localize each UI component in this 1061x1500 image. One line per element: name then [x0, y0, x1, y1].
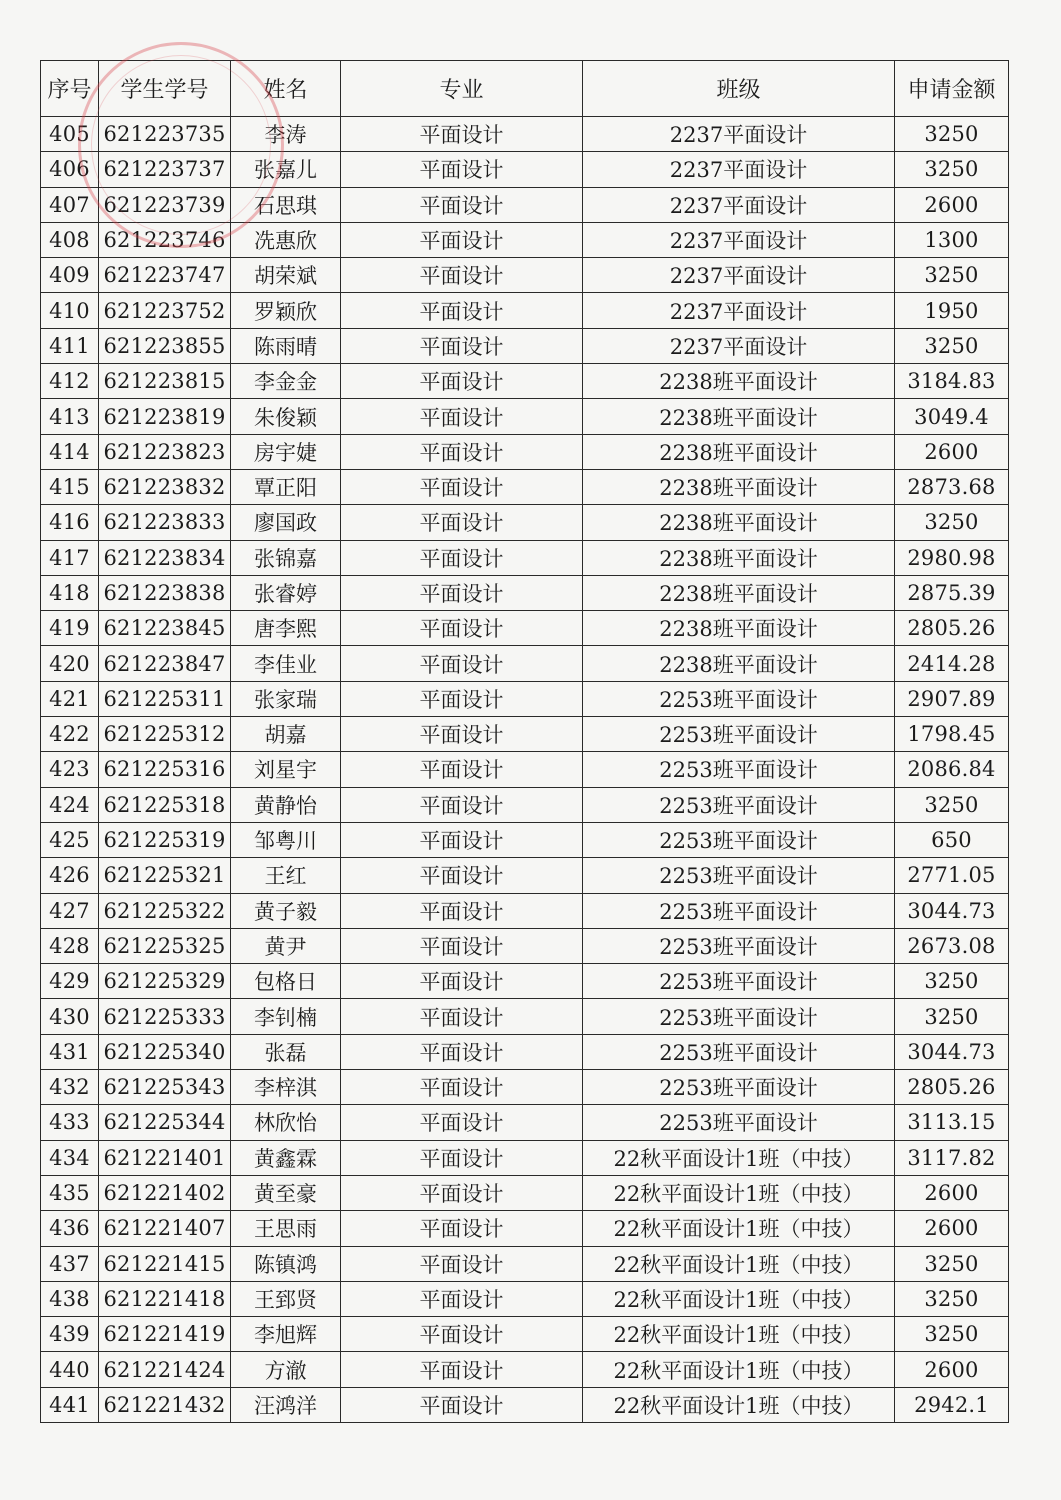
header-name: 姓名 [231, 61, 341, 117]
cell-amount: 3250 [895, 999, 1009, 1034]
cell-name: 黄鑫霖 [231, 1140, 341, 1175]
cell-amount: 3184.83 [895, 364, 1009, 399]
cell-major: 平面设计 [341, 1175, 583, 1210]
cell-name: 朱俊颖 [231, 399, 341, 434]
cell-index: 434 [41, 1140, 99, 1175]
cell-major: 平面设计 [341, 646, 583, 681]
cell-amount: 3250 [895, 787, 1009, 822]
table-row [41, 222, 1009, 257]
table-row [41, 1175, 1009, 1210]
cell-index: 428 [41, 928, 99, 963]
cell-major: 平面设计 [341, 1070, 583, 1105]
cell-index: 436 [41, 1211, 99, 1246]
cell-major: 平面设计 [341, 1034, 583, 1069]
cell-student-id: 621225319 [99, 822, 231, 857]
cell-name: 王郅贤 [231, 1281, 341, 1316]
cell-name: 陈镇鸿 [231, 1246, 341, 1281]
table-row [41, 1105, 1009, 1140]
header-major: 专业 [341, 61, 583, 117]
cell-major: 平面设计 [341, 1140, 583, 1175]
cell-major: 平面设计 [341, 717, 583, 752]
cell-index: 425 [41, 822, 99, 857]
table-body [41, 117, 1009, 1423]
cell-major: 平面设计 [341, 611, 583, 646]
cell-name: 包格日 [231, 964, 341, 999]
cell-class: 22秋平面设计1班（中技） [583, 1352, 895, 1387]
cell-name: 李梓淇 [231, 1070, 341, 1105]
cell-student-id: 621223838 [99, 575, 231, 610]
cell-major: 平面设计 [341, 893, 583, 928]
table-row [41, 1246, 1009, 1281]
cell-class: 2253班平面设计 [583, 1070, 895, 1105]
cell-major: 平面设计 [341, 152, 583, 187]
cell-student-id: 621223739 [99, 187, 231, 222]
cell-student-id: 621223752 [99, 293, 231, 328]
cell-student-id: 621225321 [99, 858, 231, 893]
table-row [41, 893, 1009, 928]
cell-amount: 2907.89 [895, 681, 1009, 716]
cell-name: 张锦嘉 [231, 540, 341, 575]
cell-class: 2237平面设计 [583, 187, 895, 222]
cell-index: 433 [41, 1105, 99, 1140]
cell-name: 李金金 [231, 364, 341, 399]
cell-class: 2238班平面设计 [583, 364, 895, 399]
table-row [41, 1317, 1009, 1352]
cell-class: 2237平面设计 [583, 117, 895, 152]
cell-index: 409 [41, 258, 99, 293]
cell-name: 房宇婕 [231, 434, 341, 469]
cell-amount: 3044.73 [895, 893, 1009, 928]
table-row [41, 752, 1009, 787]
cell-major: 平面设计 [341, 752, 583, 787]
cell-student-id: 621223735 [99, 117, 231, 152]
cell-student-id: 621221419 [99, 1317, 231, 1352]
cell-name: 邹粤川 [231, 822, 341, 857]
table-row [41, 717, 1009, 752]
cell-name: 张磊 [231, 1034, 341, 1069]
table-row [41, 293, 1009, 328]
cell-name: 王思雨 [231, 1211, 341, 1246]
cell-amount: 2600 [895, 187, 1009, 222]
cell-amount: 2086.84 [895, 752, 1009, 787]
cell-major: 平面设计 [341, 222, 583, 257]
cell-amount: 3250 [895, 152, 1009, 187]
cell-student-id: 621225329 [99, 964, 231, 999]
header-student-id: 学生学号 [99, 61, 231, 117]
cell-class: 2253班平面设计 [583, 858, 895, 893]
table-row [41, 187, 1009, 222]
cell-index: 415 [41, 469, 99, 504]
cell-index: 432 [41, 1070, 99, 1105]
table-row [41, 1281, 1009, 1316]
table-row [41, 822, 1009, 857]
cell-name: 唐李熙 [231, 611, 341, 646]
table-header [41, 61, 1009, 117]
header-class: 班级 [583, 61, 895, 117]
cell-name: 汪鸿洋 [231, 1387, 341, 1422]
cell-amount: 3250 [895, 328, 1009, 363]
table-row [41, 469, 1009, 504]
cell-amount: 2980.98 [895, 540, 1009, 575]
cell-index: 408 [41, 222, 99, 257]
cell-class: 2238班平面设计 [583, 611, 895, 646]
cell-index: 440 [41, 1352, 99, 1387]
cell-student-id: 621223847 [99, 646, 231, 681]
cell-major: 平面设计 [341, 822, 583, 857]
table-row [41, 434, 1009, 469]
cell-amount: 3250 [895, 258, 1009, 293]
cell-class: 2253班平面设计 [583, 822, 895, 857]
cell-major: 平面设计 [341, 434, 583, 469]
table-row [41, 1034, 1009, 1069]
cell-name: 陈雨晴 [231, 328, 341, 363]
cell-name: 黄子毅 [231, 893, 341, 928]
cell-index: 424 [41, 787, 99, 822]
cell-index: 406 [41, 152, 99, 187]
cell-class: 2253班平面设计 [583, 928, 895, 963]
cell-name: 张家瑞 [231, 681, 341, 716]
cell-class: 2253班平面设计 [583, 787, 895, 822]
cell-student-id: 621223855 [99, 328, 231, 363]
cell-index: 417 [41, 540, 99, 575]
cell-amount: 2805.26 [895, 611, 1009, 646]
cell-student-id: 621221424 [99, 1352, 231, 1387]
cell-major: 平面设计 [341, 1246, 583, 1281]
cell-name: 黄至豪 [231, 1175, 341, 1210]
cell-major: 平面设计 [341, 117, 583, 152]
cell-student-id: 621225340 [99, 1034, 231, 1069]
cell-class: 2237平面设计 [583, 328, 895, 363]
cell-amount: 1798.45 [895, 717, 1009, 752]
cell-student-id: 621221407 [99, 1211, 231, 1246]
subsidy-table [40, 60, 1009, 1423]
table-row [41, 540, 1009, 575]
table-row [41, 928, 1009, 963]
cell-index: 437 [41, 1246, 99, 1281]
cell-index: 420 [41, 646, 99, 681]
cell-class: 2253班平面设计 [583, 893, 895, 928]
cell-amount: 3250 [895, 964, 1009, 999]
cell-amount: 2771.05 [895, 858, 1009, 893]
cell-student-id: 621223845 [99, 611, 231, 646]
cell-index: 411 [41, 328, 99, 363]
cell-major: 平面设计 [341, 1352, 583, 1387]
table-row [41, 1211, 1009, 1246]
cell-major: 平面设计 [341, 293, 583, 328]
cell-name: 廖国政 [231, 505, 341, 540]
cell-class: 2237平面设计 [583, 222, 895, 257]
cell-name: 方澈 [231, 1352, 341, 1387]
cell-major: 平面设计 [341, 1281, 583, 1316]
cell-major: 平面设计 [341, 999, 583, 1034]
cell-amount: 2414.28 [895, 646, 1009, 681]
cell-class: 2238班平面设计 [583, 399, 895, 434]
cell-class: 2253班平面设计 [583, 717, 895, 752]
cell-index: 413 [41, 399, 99, 434]
cell-class: 2237平面设计 [583, 258, 895, 293]
cell-amount: 2875.39 [895, 575, 1009, 610]
cell-name: 林欣怡 [231, 1105, 341, 1140]
table-row [41, 1070, 1009, 1105]
cell-major: 平面设计 [341, 399, 583, 434]
cell-amount: 3250 [895, 117, 1009, 152]
cell-student-id: 621225311 [99, 681, 231, 716]
table-row [41, 117, 1009, 152]
cell-student-id: 621225322 [99, 893, 231, 928]
cell-class: 2253班平面设计 [583, 752, 895, 787]
cell-student-id: 621223834 [99, 540, 231, 575]
cell-amount: 3250 [895, 1317, 1009, 1352]
cell-major: 平面设计 [341, 258, 583, 293]
cell-name: 冼惠欣 [231, 222, 341, 257]
cell-student-id: 621221415 [99, 1246, 231, 1281]
cell-student-id: 621225318 [99, 787, 231, 822]
table-row [41, 787, 1009, 822]
cell-amount: 2673.08 [895, 928, 1009, 963]
cell-class: 22秋平面设计1班（中技） [583, 1140, 895, 1175]
cell-name: 李佳业 [231, 646, 341, 681]
cell-name: 李钊楠 [231, 999, 341, 1034]
cell-class: 2253班平面设计 [583, 681, 895, 716]
cell-name: 覃正阳 [231, 469, 341, 504]
cell-student-id: 621221402 [99, 1175, 231, 1210]
cell-index: 412 [41, 364, 99, 399]
cell-amount: 3113.15 [895, 1105, 1009, 1140]
cell-index: 419 [41, 611, 99, 646]
cell-major: 平面设计 [341, 505, 583, 540]
cell-amount: 2600 [895, 1175, 1009, 1210]
cell-major: 平面设计 [341, 787, 583, 822]
cell-amount: 2805.26 [895, 1070, 1009, 1105]
cell-name: 李涛 [231, 117, 341, 152]
cell-index: 421 [41, 681, 99, 716]
cell-student-id: 621225343 [99, 1070, 231, 1105]
table-row [41, 1387, 1009, 1422]
cell-major: 平面设计 [341, 1387, 583, 1422]
cell-student-id: 621223819 [99, 399, 231, 434]
cell-index: 422 [41, 717, 99, 752]
cell-major: 平面设计 [341, 858, 583, 893]
cell-class: 2253班平面设计 [583, 999, 895, 1034]
cell-index: 416 [41, 505, 99, 540]
cell-major: 平面设计 [341, 575, 583, 610]
cell-class: 2253班平面设计 [583, 964, 895, 999]
cell-student-id: 621223747 [99, 258, 231, 293]
cell-major: 平面设计 [341, 964, 583, 999]
cell-index: 418 [41, 575, 99, 610]
cell-amount: 2600 [895, 434, 1009, 469]
table-row [41, 328, 1009, 363]
cell-amount: 2600 [895, 1211, 1009, 1246]
table-row [41, 611, 1009, 646]
table-row [41, 646, 1009, 681]
cell-student-id: 621225316 [99, 752, 231, 787]
cell-class: 22秋平面设计1班（中技） [583, 1175, 895, 1210]
cell-index: 441 [41, 1387, 99, 1422]
cell-name: 张嘉儿 [231, 152, 341, 187]
table-row [41, 1140, 1009, 1175]
cell-class: 2237平面设计 [583, 152, 895, 187]
table-row [41, 399, 1009, 434]
cell-class: 2238班平面设计 [583, 505, 895, 540]
cell-name: 黄尹 [231, 928, 341, 963]
cell-major: 平面设计 [341, 681, 583, 716]
cell-class: 2238班平面设计 [583, 646, 895, 681]
cell-name: 胡嘉 [231, 717, 341, 752]
cell-name: 石思琪 [231, 187, 341, 222]
cell-student-id: 621221418 [99, 1281, 231, 1316]
cell-index: 414 [41, 434, 99, 469]
cell-index: 430 [41, 999, 99, 1034]
cell-major: 平面设计 [341, 328, 583, 363]
cell-amount: 3250 [895, 1246, 1009, 1281]
cell-index: 407 [41, 187, 99, 222]
cell-amount: 3117.82 [895, 1140, 1009, 1175]
cell-class: 2253班平面设计 [583, 1034, 895, 1069]
cell-student-id: 621225312 [99, 717, 231, 752]
cell-class: 22秋平面设计1班（中技） [583, 1387, 895, 1422]
cell-amount: 3044.73 [895, 1034, 1009, 1069]
cell-class: 2238班平面设计 [583, 540, 895, 575]
cell-class: 22秋平面设计1班（中技） [583, 1281, 895, 1316]
cell-student-id: 621225344 [99, 1105, 231, 1140]
cell-amount: 3250 [895, 505, 1009, 540]
cell-class: 2237平面设计 [583, 293, 895, 328]
cell-student-id: 621223815 [99, 364, 231, 399]
table-row [41, 999, 1009, 1034]
cell-amount: 1950 [895, 293, 1009, 328]
cell-student-id: 621223746 [99, 222, 231, 257]
cell-index: 405 [41, 117, 99, 152]
cell-name: 王红 [231, 858, 341, 893]
cell-index: 435 [41, 1175, 99, 1210]
cell-amount: 650 [895, 822, 1009, 857]
cell-class: 2253班平面设计 [583, 1105, 895, 1140]
header-amount: 申请金额 [895, 61, 1009, 117]
table-row [41, 152, 1009, 187]
cell-name: 罗颖欣 [231, 293, 341, 328]
cell-class: 2238班平面设计 [583, 575, 895, 610]
cell-index: 426 [41, 858, 99, 893]
table-row [41, 364, 1009, 399]
cell-major: 平面设计 [341, 364, 583, 399]
cell-amount: 2873.68 [895, 469, 1009, 504]
cell-major: 平面设计 [341, 928, 583, 963]
cell-index: 429 [41, 964, 99, 999]
cell-major: 平面设计 [341, 1211, 583, 1246]
cell-name: 张睿婷 [231, 575, 341, 610]
cell-amount: 1300 [895, 222, 1009, 257]
cell-major: 平面设计 [341, 187, 583, 222]
cell-index: 423 [41, 752, 99, 787]
cell-major: 平面设计 [341, 540, 583, 575]
table-row [41, 964, 1009, 999]
cell-index: 410 [41, 293, 99, 328]
cell-class: 2238班平面设计 [583, 469, 895, 504]
cell-amount: 2942.1 [895, 1387, 1009, 1422]
cell-student-id: 621221401 [99, 1140, 231, 1175]
cell-major: 平面设计 [341, 1105, 583, 1140]
cell-index: 438 [41, 1281, 99, 1316]
cell-student-id: 621221432 [99, 1387, 231, 1422]
header-index: 序号 [41, 61, 99, 117]
table-row [41, 505, 1009, 540]
cell-index: 427 [41, 893, 99, 928]
table-row [41, 258, 1009, 293]
header-row [41, 61, 1009, 117]
cell-name: 黄静怡 [231, 787, 341, 822]
cell-student-id: 621223737 [99, 152, 231, 187]
cell-student-id: 621225333 [99, 999, 231, 1034]
cell-name: 胡荣斌 [231, 258, 341, 293]
cell-student-id: 621223823 [99, 434, 231, 469]
cell-index: 439 [41, 1317, 99, 1352]
cell-student-id: 621223833 [99, 505, 231, 540]
cell-student-id: 621223832 [99, 469, 231, 504]
table-row [41, 1352, 1009, 1387]
table-row [41, 575, 1009, 610]
cell-student-id: 621225325 [99, 928, 231, 963]
table-row [41, 681, 1009, 716]
cell-class: 2238班平面设计 [583, 434, 895, 469]
cell-class: 22秋平面设计1班（中技） [583, 1317, 895, 1352]
cell-class: 22秋平面设计1班（中技） [583, 1246, 895, 1281]
table-row [41, 858, 1009, 893]
cell-major: 平面设计 [341, 469, 583, 504]
cell-amount: 2600 [895, 1352, 1009, 1387]
cell-major: 平面设计 [341, 1317, 583, 1352]
cell-amount: 3250 [895, 1281, 1009, 1316]
cell-class: 22秋平面设计1班（中技） [583, 1211, 895, 1246]
cell-index: 431 [41, 1034, 99, 1069]
cell-name: 刘星宇 [231, 752, 341, 787]
cell-name: 李旭辉 [231, 1317, 341, 1352]
cell-amount: 3049.4 [895, 399, 1009, 434]
